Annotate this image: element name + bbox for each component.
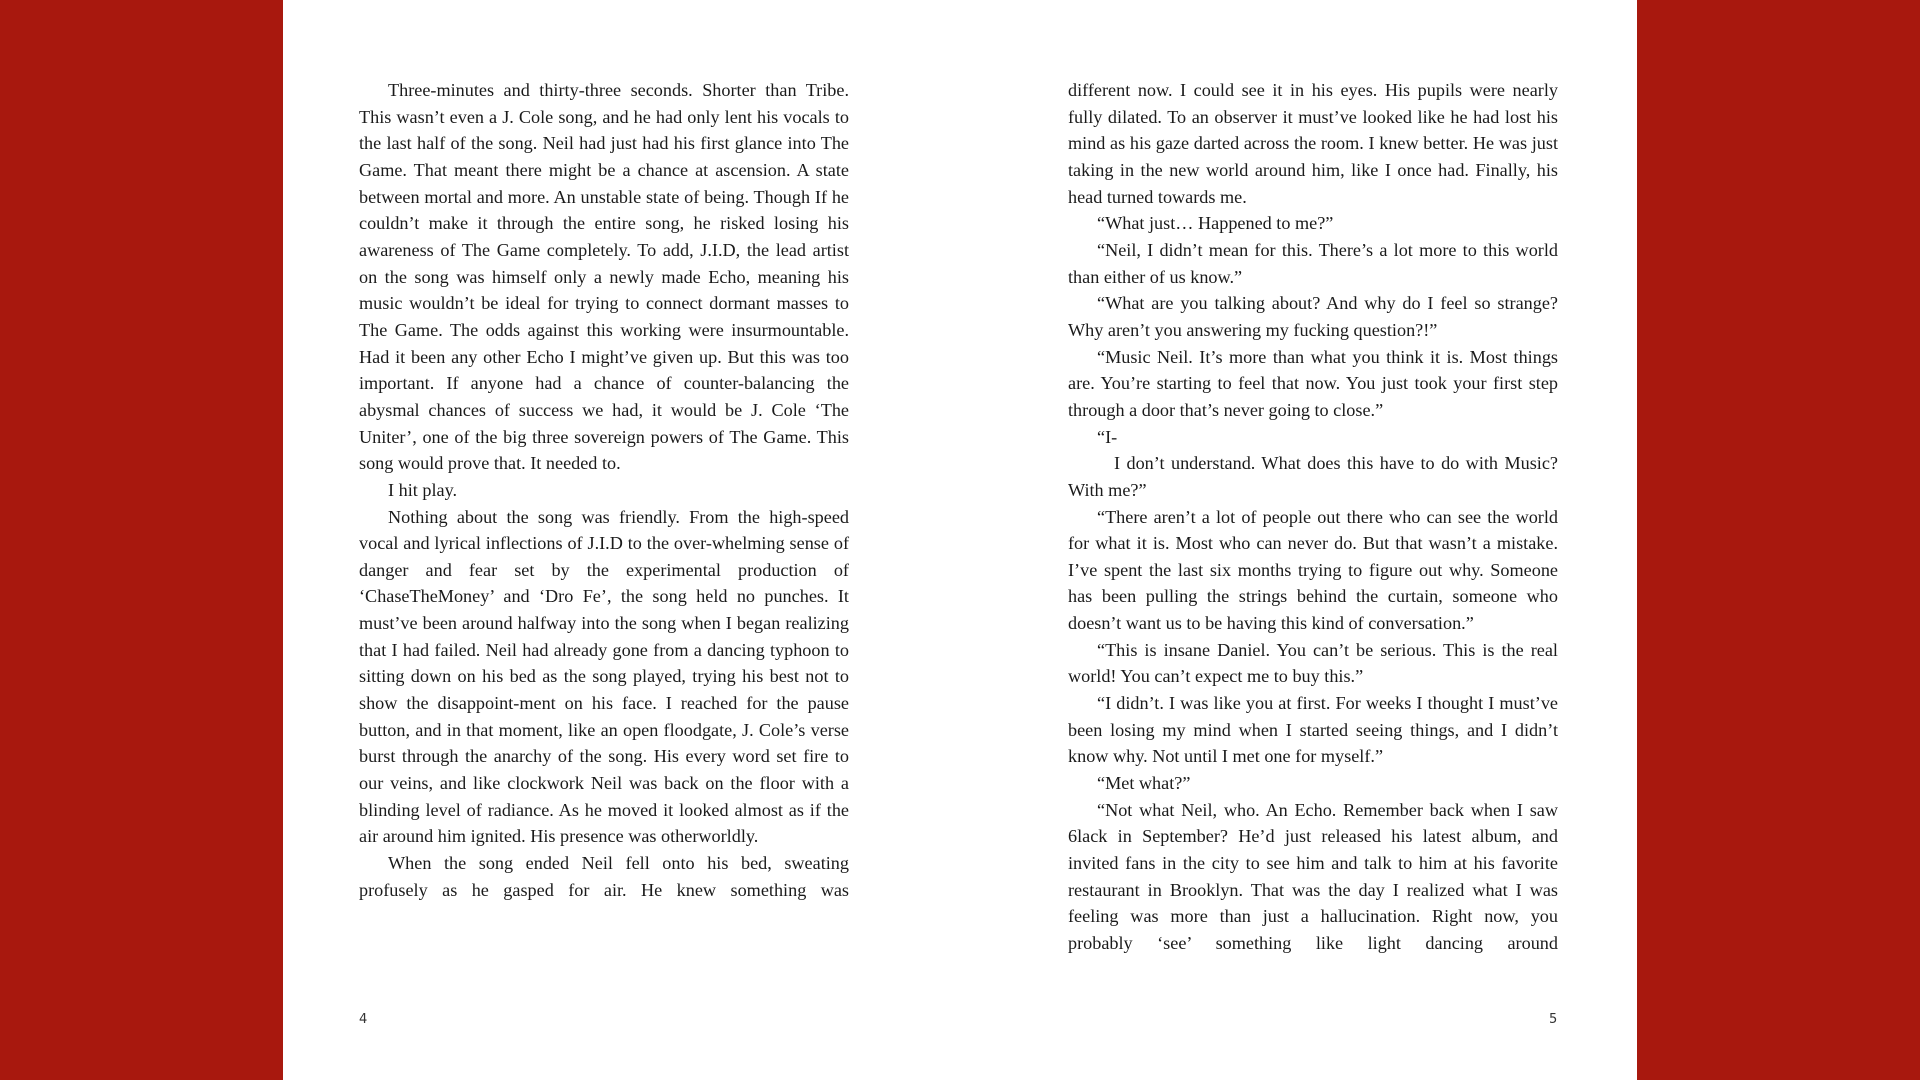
paragraph: “Not what Neil, who. An Echo. Remember back when I saw 6lack in September? He’d just released his latest album, and invited fans in the city to see him and talk to him at his favorite restaurant in Brooklyn. That was the day I realized what I was feeling was more than just a hallucination. Right now, you probably ‘see’ something like light dancing around [1068, 799, 1558, 953]
paragraph: “I- [1097, 426, 1118, 447]
page-number-right: 5 [1549, 1012, 1558, 1027]
paragraph: Nothing about the song was friendly. From the high-speed vocal and lyrical inflections of J.I.D to the over-whelming sense of danger and fear set by the experimental production of ‘ChaseTheMoney’ and ‘Dro Fe’, the song held no punches. It must’ve been around halfway into the song when I began realizing that I had failed. Neil had already gone from a dancing typhoon to sitting down on his bed as the song played, trying his best not to show the disappoint-ment on his face. I reached for the pause button, and in that moment, like an open floodgate, J. Cole’s verse burst through the anarchy of the song. His every word set fire to our veins, and like clockwork Neil was back on the floor with a blinding level of radiance. As he moved it looked almost as if the air around him ignited. His presence was otherworldly. [359, 506, 849, 847]
paragraph: Three-minutes and thirty-three seconds. Shorter than Tribe. This wasn’t even a J. Cole song, and he had only lent his vocals to the last half of the song. Neil had just had his first glance into The Game. That meant there might be a chance at ascension. A state between mortal and more. An unstable state of being. Though If he couldn’t make it through the entire song, he risked losing his awareness of The Game completely. To add, J.I.D, the lead artist on the song was himself only a newly made Echo, meaning his music wouldn’t be ideal for trying to connect dormant masses to The Game. The odds against this working were insurmountable. Had it been any other Echo I might’ve given up. But this was too important. If anyone had a chance of counter-balancing the abysmal chances of success we had, it would be J. Cole ‘The Uniter’, one of the big three sovereign powers of The Game. This song would prove that. It needed to. [359, 80, 849, 474]
right-page-text [1068, 77, 1558, 957]
paragraph: “There aren’t a lot of people out there who can see the world for what it is. Most who can never do. But that wasn’t a mistake. I’ve spent the last six months trying to figure out why. Someone has been pulling the strings behind the curtain, someone who doesn’t want us to be having this kind of conversation.” [1068, 506, 1558, 634]
paragraph: “Music Neil. It’s more than what you think it is. Most things are. You’re starting to feel that now. You just took your first step through a door that’s never going to close.” [1068, 346, 1558, 420]
paragraph: “What are you talking about? And why do I feel so strange? Why aren’t you answering my fucking question?!” [1068, 293, 1558, 340]
paragraph: I hit play. [388, 479, 458, 500]
page-number-left: 4 [359, 1012, 368, 1027]
paragraph: “I didn’t. I was like you at first. For weeks I thought I must’ve been losing my mind when I started seeing things, and I didn’t know why. Not until I met one for myself.” [1068, 693, 1558, 767]
paragraph: different now. I could see it in his eyes. His pupils were nearly fully dilated. To an observer it must’ve looked like he had lost his mind as his gaze darted across the room. I knew better. He was just taking in the new world around him, like I once had. Finally, his head turned towards me. [1068, 80, 1558, 207]
paragraph: “Neil, I didn’t mean for this. There’s a lot more to this world than either of us know.” [1068, 239, 1558, 287]
page-spread [283, 0, 1637, 1080]
paragraph: “This is insane Daniel. You can’t be serious. This is the real world! You can’t expect me to buy this.” [1068, 639, 1558, 687]
left-page-text [359, 77, 849, 903]
paragraph: I don’t understand. What does this have to do with Music? With me?” [1068, 453, 1558, 500]
paragraph: When the song ended Neil fell onto his bed, sweating profusely as he gasped for air. He knew something was [359, 853, 849, 900]
paragraph: “What just… Happened to me?” [1097, 213, 1334, 234]
paragraph: “Met what?” [1097, 773, 1191, 794]
